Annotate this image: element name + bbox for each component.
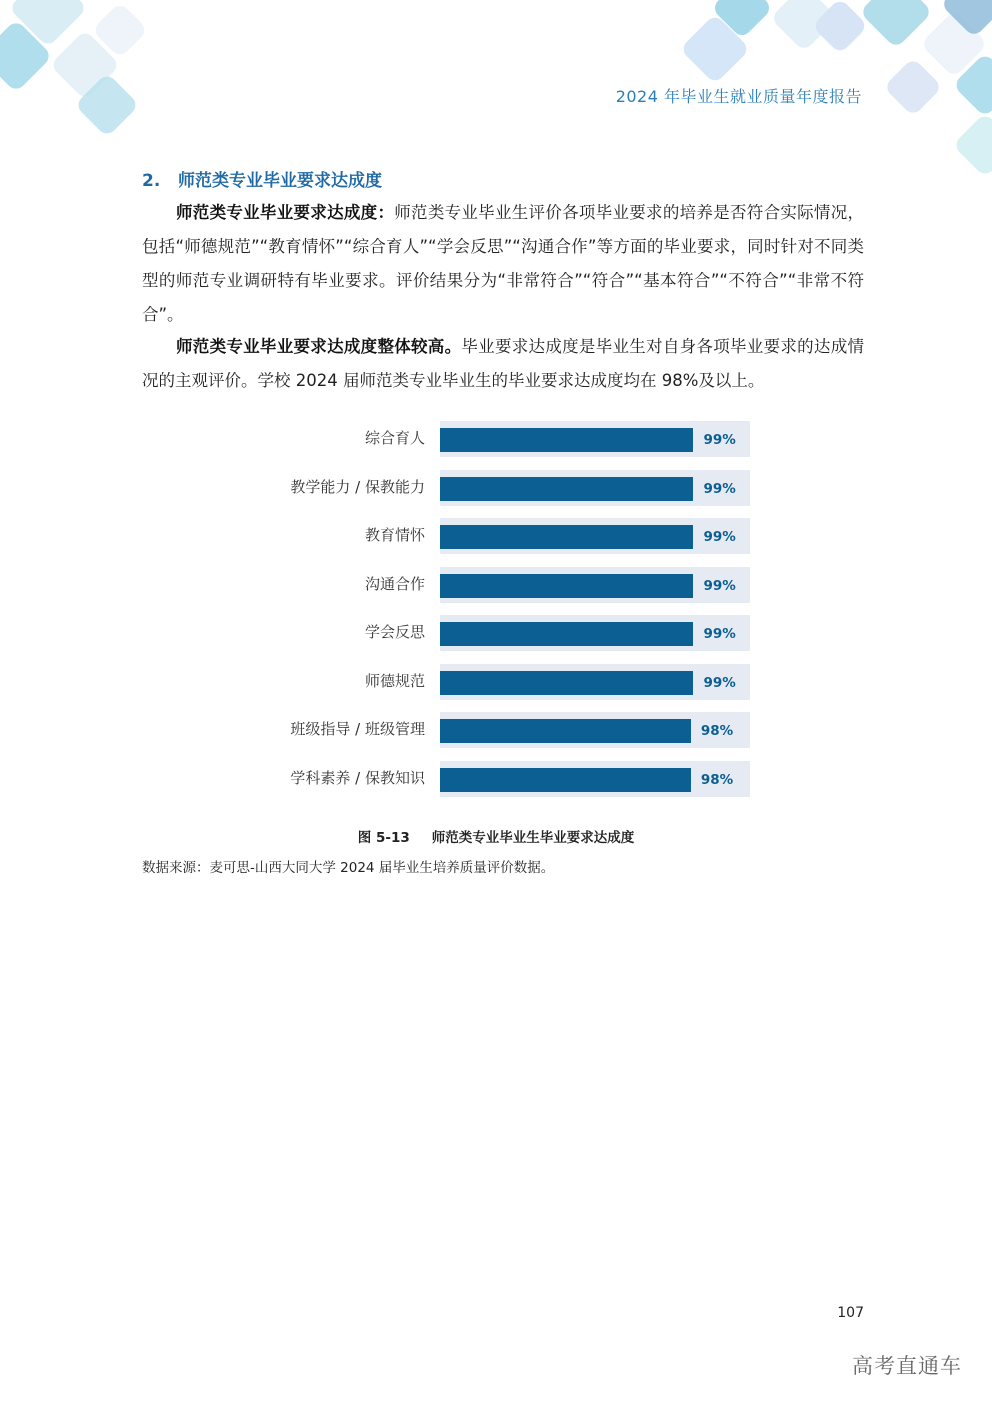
bar-category-label: 学科素养 / 保教知识: [290, 768, 425, 787]
bar-category-label: 综合育人: [364, 429, 425, 447]
bar-value-label: 99%: [703, 674, 736, 691]
bar-value-label: 99%: [703, 529, 736, 545]
figure-caption: [0, 826, 992, 846]
figure-title: 师范类专业毕业生毕业要求达成度: [431, 830, 635, 846]
bar-row: [140, 418, 860, 458]
bar-category-label: 教育情怀: [364, 526, 425, 544]
section-title: 师范类专业毕业要求达成度: [178, 171, 382, 191]
paragraph-2-text: 毕业要求达成度是毕业生对自身各项毕业要求的达成情况的主观评价。学校 2024 届师范类专业毕业生的毕业要求达成度均在 98%及以上。: [142, 337, 865, 390]
bar: [440, 719, 691, 743]
data-source-note: 数据来源：麦可思-山西大同大学 2024 届毕业生培养质量评价数据。: [142, 860, 555, 876]
bar-track: [440, 518, 750, 554]
bar-row: [140, 564, 860, 604]
bar-track: [440, 567, 750, 603]
bar-track: [440, 615, 750, 651]
bar-value-label: 99%: [703, 432, 736, 448]
section-number: 2.: [142, 171, 161, 191]
report-header-title: 2024 年毕业生就业质量年度报告: [615, 87, 862, 106]
bar-row: [140, 758, 860, 798]
bar: [440, 768, 691, 792]
bar: [440, 671, 693, 695]
bar-track: [440, 470, 750, 506]
paragraph-2-lead: 师范类专业毕业要求达成度整体较高。: [176, 337, 462, 356]
bar-value-label: 99%: [703, 480, 736, 497]
bar-track: [440, 664, 750, 700]
bar-track: [440, 421, 750, 457]
watermark-text: 高考直通车: [852, 1354, 962, 1378]
bar-category-label: 班级指导 / 班级管理: [290, 720, 425, 738]
bar-row: [140, 709, 860, 749]
bar-row: [140, 515, 860, 555]
bar-row: [140, 612, 860, 652]
bar-track: [440, 712, 750, 748]
page-number: 107: [837, 1305, 864, 1321]
paragraph-1-lead: 师范类专业毕业要求达成度：: [176, 203, 395, 222]
bar: [440, 525, 693, 549]
bar: [440, 622, 693, 646]
paragraph-1-text: 师范类专业毕业生评价各项毕业要求的培养是否符合实际情况，包括“师德规范”“教育情怀”“综合育人”“学会反思”“沟通合作”等方面的毕业要求，同时针对不同类型的师范专业调研特有毕业要求。评价结果分为“非常符合”“符合”“基本符合”“不符合”“非常不符合”。: [142, 203, 865, 324]
bar: [440, 574, 693, 598]
bar-category-label: 师德规范: [364, 671, 425, 690]
bar-track: [440, 761, 750, 797]
section-heading: [142, 166, 382, 191]
bar-category-label: 沟通合作: [364, 574, 425, 593]
bar-value-label: 98%: [700, 771, 734, 788]
bar-category-label: 学会反思: [364, 623, 425, 641]
bar: [440, 428, 693, 452]
bar-value-label: 99%: [703, 626, 736, 642]
bar-row: [140, 467, 860, 507]
paragraph-1: [142, 196, 864, 332]
bar-category-label: 教学能力 / 保教能力: [290, 477, 425, 496]
paragraph-2: [142, 330, 864, 398]
bar-chart: [140, 418, 860, 808]
bar-row: [140, 661, 860, 701]
figure-number: 图 5-13: [357, 830, 410, 846]
bar-value-label: 99%: [703, 577, 736, 594]
bar: [440, 477, 693, 501]
bar-value-label: 98%: [700, 723, 734, 739]
